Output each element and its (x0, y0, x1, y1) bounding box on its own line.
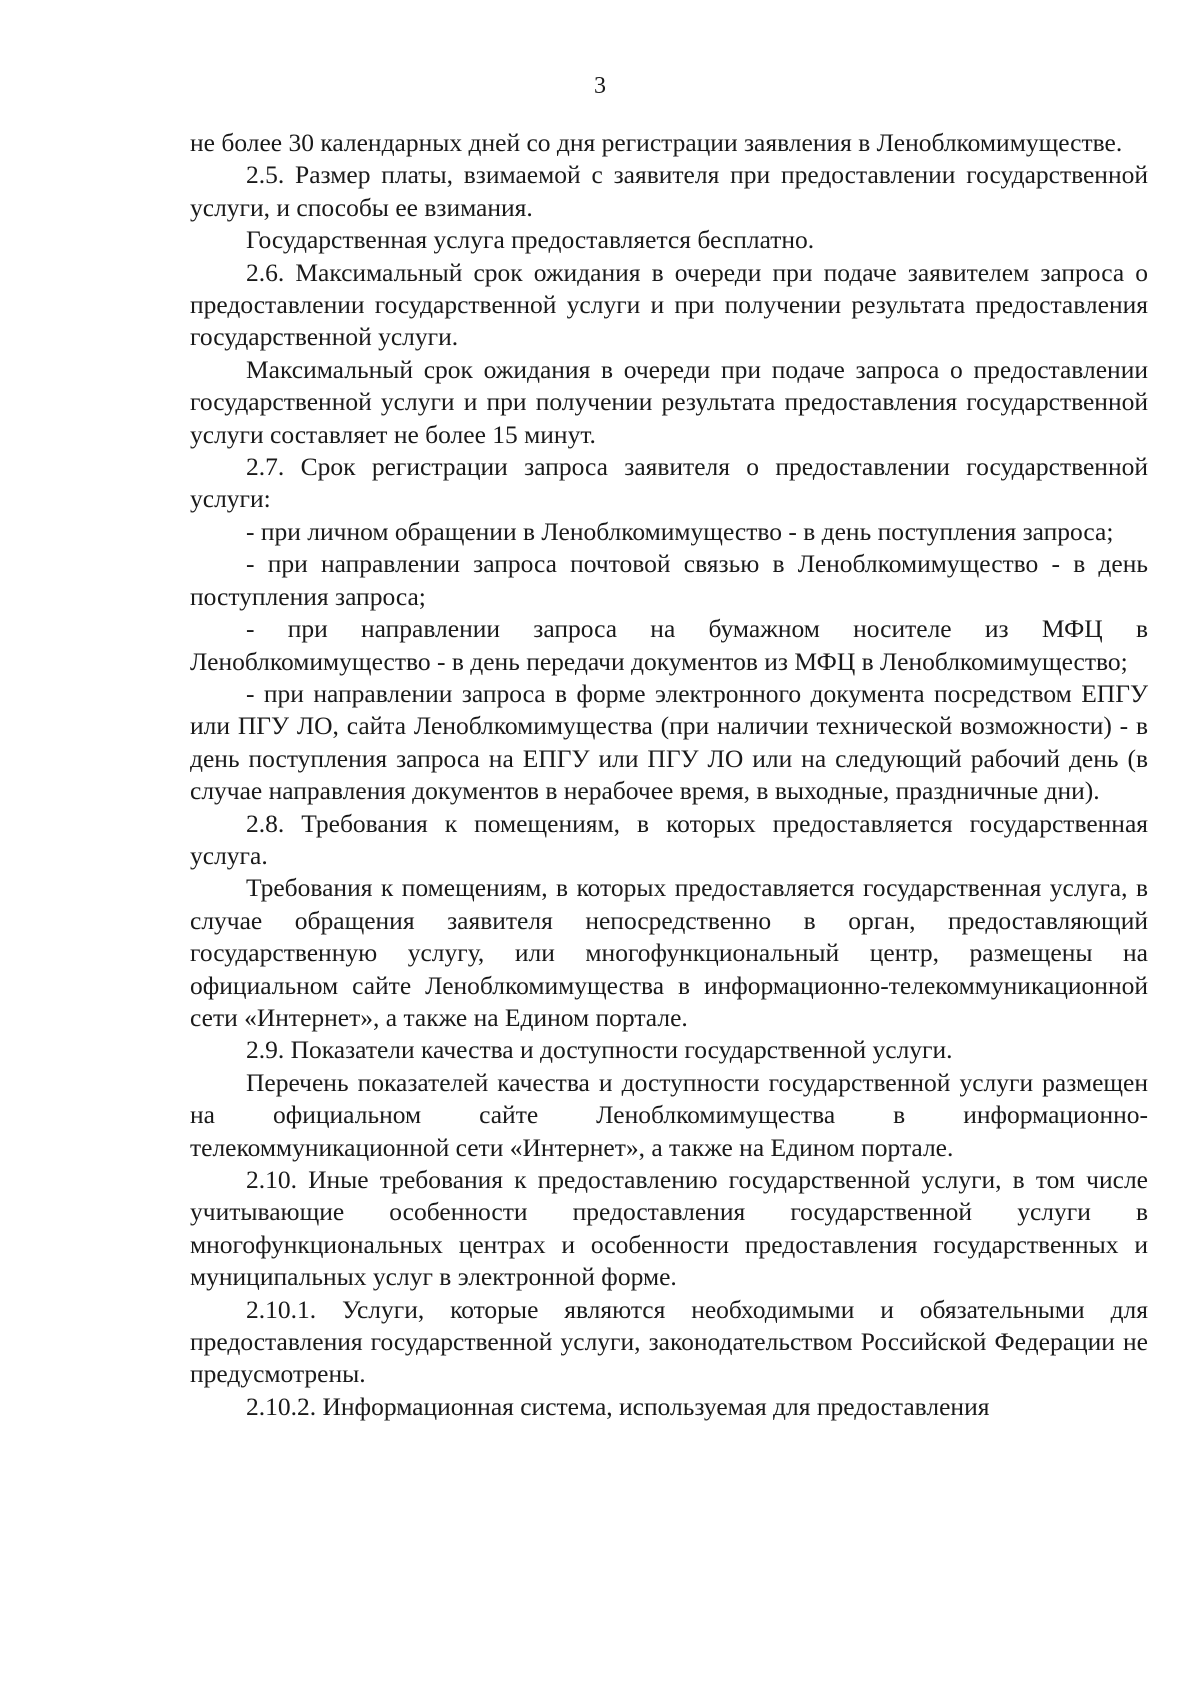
paragraph-2-10: 2.10. Иные требования к предоставлению государственной услуги, в том числе учитывающие особенности предоставления государственной услуги в многофункциональных центрах и особенности предоставления государственных и муниципальных услуг в электронной форме. (190, 1165, 1148, 1292)
list-item: - при направлении запроса на бумажном носителе из МФЦ в Леноблкомимущество - в день передачи документов из МФЦ в Леноблкомимущество; (190, 614, 1148, 676)
paragraph-2-10-2: 2.10.2. Информационная система, используемая для предоставления (246, 1391, 990, 1421)
paragraph-2-5: 2.5. Размер платы, взимаемой с заявителя при предоставлении государственной услуги, и способы ее взимания. (190, 160, 1148, 222)
paragraph-2-9: 2.9. Показатели качества и доступности государственной услуги. (246, 1035, 953, 1065)
list-item: - при направлении запроса почтовой связью в Леноблкомимущество - в день поступления запроса; (190, 549, 1148, 611)
paragraph-2-8: 2.8. Требования к помещениям, в которых предоставляется государственная услуга. (190, 808, 1148, 870)
paragraph-premises-requirements: Требования к помещениям, в которых предоставляется государственная услуга, в случае обращения заявителя непосредственно в орган, предоставляющий государственную услугу, или многофункциональный центр, размещены на официальном сайте Леноблкомимущества в информационно-телекоммуникационной сети «Интернет», а также на Едином портале. (190, 873, 1148, 1032)
page-number: 3 (594, 73, 606, 99)
document-body (190, 127, 1148, 1423)
paragraph-queue-time: Максимальный срок ожидания в очереди при подаче запроса о предоставлении государственной услуги и при получении результата предоставления государственной услуги составляет не более 15 минут. (190, 354, 1148, 449)
paragraph-2-6: 2.6. Максимальный срок ожидания в очереди при подаче заявителем запроса о предоставлении государственной услуги и при получении результата предоставления государственной услуги. (190, 257, 1148, 352)
paragraph-quality-indicators: Перечень показателей качества и доступности государственной услуги размещен на официальном сайте Леноблкомимущества в информационно-телекоммуникационной сети «Интернет», а также на Едином портале. (190, 1067, 1148, 1162)
paragraph-continuation: не более 30 календарных дней со дня регистрации заявления в Леноблкомимуществе. (190, 128, 1123, 157)
list-item: - при личном обращении в Леноблкомимущество - в день поступления запроса; (246, 516, 1114, 546)
list-item: - при направлении запроса в форме электронного документа посредством ЕПГУ или ПГУ ЛО, сайта Леноблкомимущества (при наличии технической возможности) - в день поступления запроса на ЕПГУ или ПГУ ЛО или на следующий рабочий день (в случае направления документов в нерабочее время, в выходные, праздничные дни). (190, 678, 1148, 806)
paragraph-2-7: 2.7. Срок регистрации запроса заявителя о предоставлении государственной услуги: (190, 452, 1148, 514)
paragraph-2-10-1: 2.10.1. Услуги, которые являются необходимыми и обязательными для предоставления государственной услуги, законодательством Российской Федерации не предусмотрены. (190, 1294, 1148, 1389)
paragraph-fee-free: Государственная услуга предоставляется бесплатно. (246, 225, 815, 255)
